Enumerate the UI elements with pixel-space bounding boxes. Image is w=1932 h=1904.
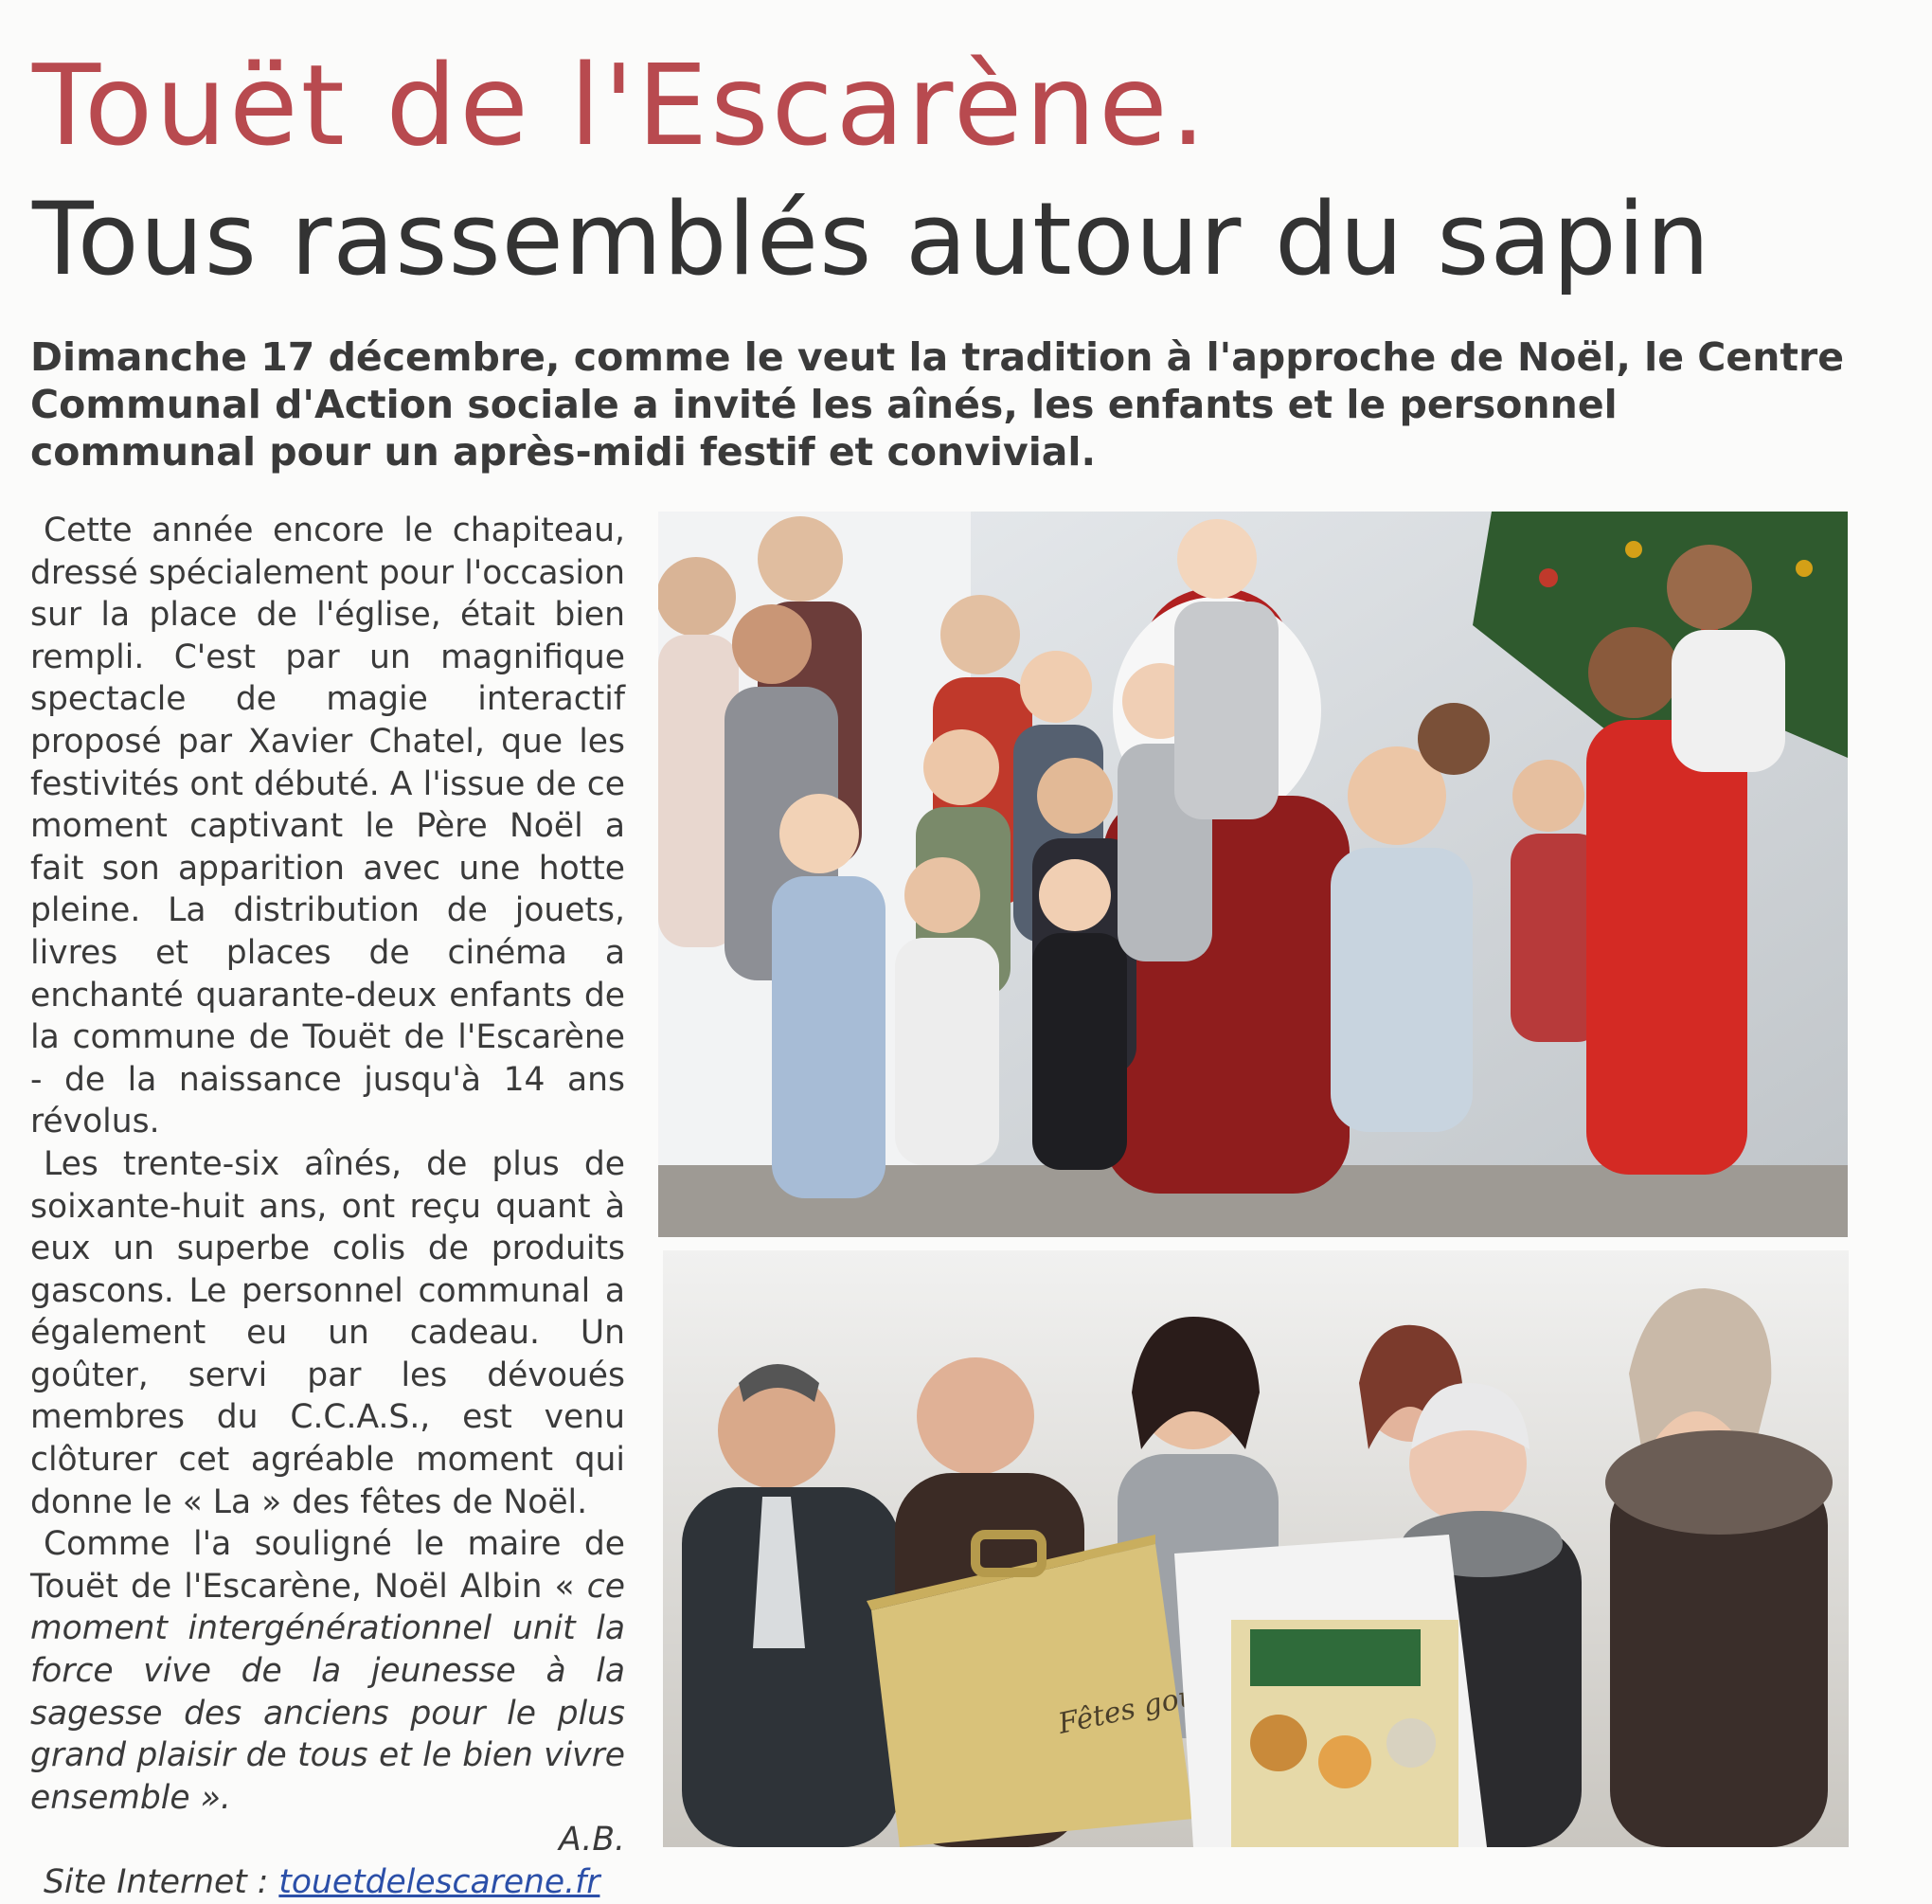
quote-paragraph <box>30 1523 625 1819</box>
website-label: Site Internet : <box>44 1863 279 1901</box>
quote-intro: Comme l'a souligné le maire de Touët de l'Escarène, Noël Albin « <box>30 1525 625 1606</box>
article-body <box>30 510 625 1904</box>
signature: A.B. <box>559 1821 625 1859</box>
quote-text: ce moment intergénérationnel unit la force vive de la jeunesse à la sagesse des anciens pour le plus grand plaisir de tous et le bien vivre ensemble <box>30 1567 625 1817</box>
headline: Tous rassemblés autour du sapin <box>32 181 1711 297</box>
children-with-santa-photo <box>658 512 1848 1237</box>
quote-close: ». <box>189 1778 231 1817</box>
kicker-title: Touët de l'Escarène. <box>32 40 1209 171</box>
open-gift-box <box>1174 1535 1487 1847</box>
elders-with-gift-box-photo <box>663 1250 1849 1847</box>
box-logo: Fêtes <box>1055 1692 1139 1741</box>
website-link[interactable]: touetdelescarene.fr <box>278 1863 600 1901</box>
paragraph: Les trente-six aînés, de plus de soixante-huit ans, ont reçu quant à eux un superbe colis de produits gascons. Le personnel communal a également eu un cadeau. Un goûter, servi par les dévoués membres du C.C.A.S., est venu clôturer cet agréable moment qui donne le « La » des fêtes de Noël. <box>30 1144 625 1521</box>
signature-row <box>30 1819 625 1861</box>
standfirst: Dimanche 17 décembre, comme le veut la tradition à l'approche de Noël, le Centre Communal d'Action sociale a invité les aînés, les enfants et le personnel communal pour un après-midi festif et convivial. <box>30 334 1845 475</box>
website-line <box>30 1861 625 1904</box>
paragraph: Cette année encore le chapiteau, dressé spécialement pour l'occasion sur la place de l'église, était bien rempli. C'est par un magnifique spectacle de magie interactif proposé par Xavier Chatel, que les festivités ont débuté. A l'issue de ce moment captivant le Père Noël a fait son apparition avec une hotte pleine. La distribution de jouets, livres et places de cinéma a enchanté quarante-deux enfants de la commune de Touët de l'Escarène - de la naissance jusqu'à 14 ans révolus. <box>30 512 625 1141</box>
